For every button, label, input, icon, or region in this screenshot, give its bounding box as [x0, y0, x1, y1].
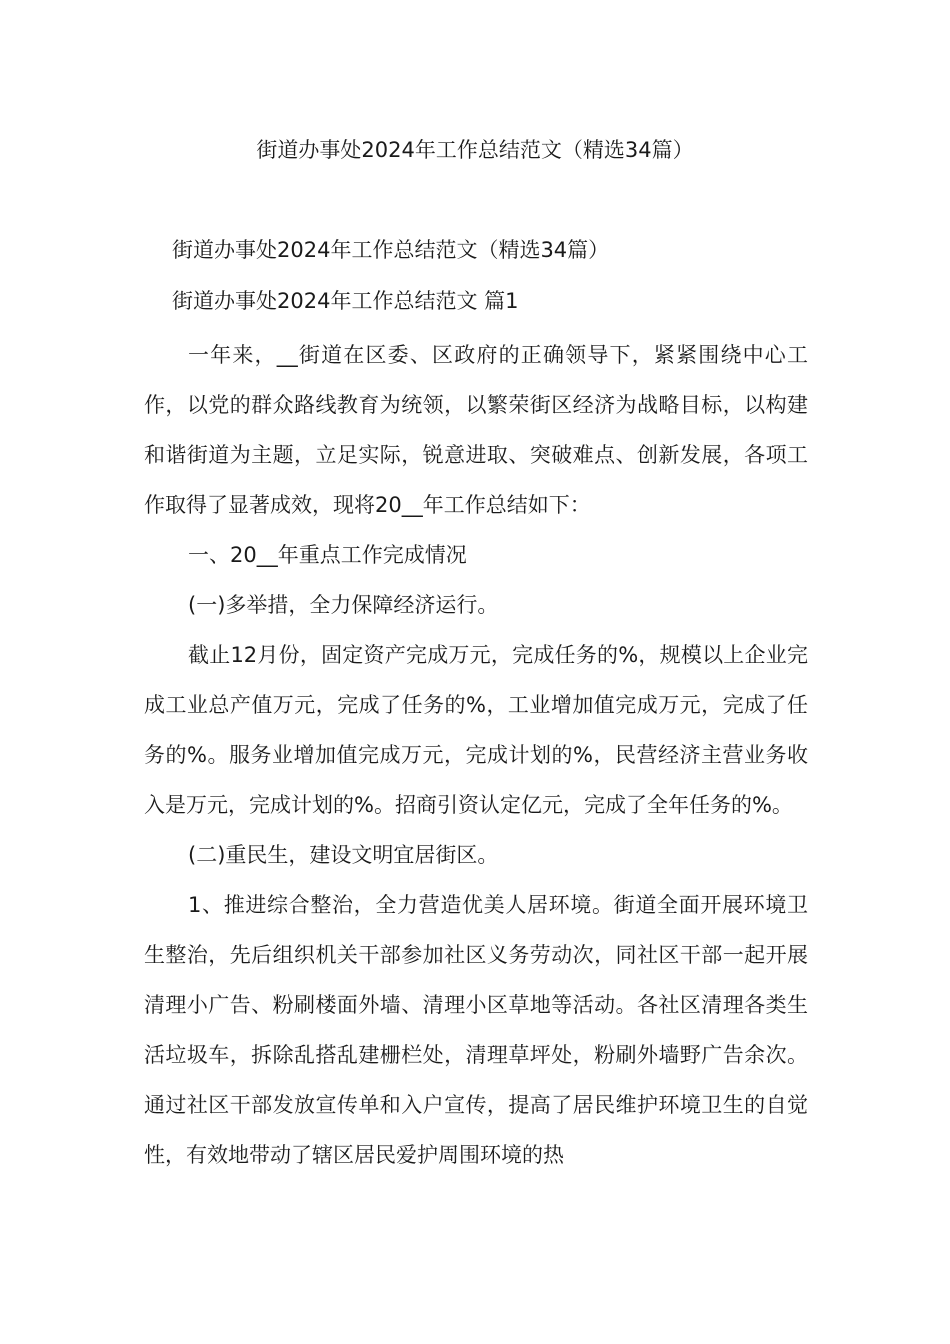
- chapter-heading: 街道办事处2024年工作总结范文 篇1: [172, 289, 519, 313]
- document-title: 街道办事处2024年工作总结范文（精选34篇）: [256, 138, 694, 162]
- paragraph: 一年来，__街道在区委、区政府的正确领导下，紧紧围绕中心工作，以党的群众路线教育为统领，以繁荣街区经济为战略目标，以构建和谐街道为主题，立足实际，锐意进取、突破难点、创新发展，各项工作取得了显著成效，现将20__年工作总结如下：: [144, 343, 808, 517]
- subsection-heading: (一)多举措，全力保障经济运行。: [188, 593, 499, 617]
- paragraph: 截止12月份，固定资产完成万元，完成任务的%，规模以上企业完成工业总产值万元，完成了任务的%，工业增加值完成万元，完成了任务的%。服务业增加值完成万元，完成计划的%，民营经济主营业务收入是万元，完成计划的%。招商引资认定亿元，完成了全年任务的%。: [144, 643, 808, 817]
- section-heading: 一、20__年重点工作完成情况: [188, 543, 467, 567]
- paragraph: 1、推进综合整治，全力营造优美人居环境。街道全面开展环境卫生整治，先后组织机关干部参加社区义务劳动次，同社区干部一起开展清理小广告、粉刷楼面外墙、清理小区草地等活动。各社区清理各类生活垃圾车，拆除乱搭乱建栅栏处，清理草坪处，粉刷外墙野广告余次。通过社区干部发放宣传单和入户宣传，提高了居民维护环境卫生的自觉性，有效地带动了辖区居民爱护周围环境的热: [144, 893, 808, 1167]
- subsection-heading: (二)重民生，建设文明宜居街区。: [188, 843, 499, 867]
- document-subtitle: 街道办事处2024年工作总结范文（精选34篇）: [172, 238, 610, 262]
- document-body: [144, 330, 808, 1180]
